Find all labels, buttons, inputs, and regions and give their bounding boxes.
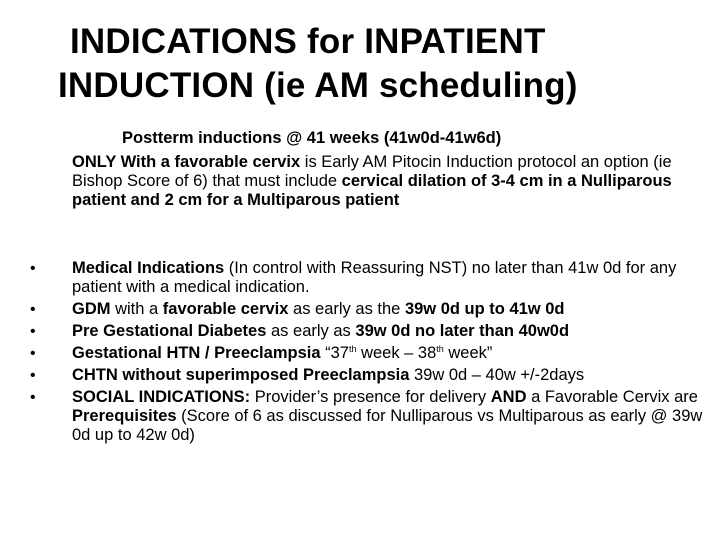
list-item-gestational-htn	[0, 344, 728, 363]
title-line-1: INDICATIONS for INPATIENT	[70, 22, 546, 61]
item-text: “37	[320, 344, 349, 362]
title-line-2: INDUCTION (ie AM scheduling)	[58, 66, 578, 105]
superscript: th	[436, 344, 444, 354]
item-text: a Favorable Cervix are	[526, 388, 698, 406]
list-item-pregestational-diabetes	[0, 322, 728, 341]
list-item-medical-indications	[0, 259, 728, 297]
item-bold: Pre Gestational Diabetes	[72, 322, 267, 340]
bullet-icon: •	[30, 301, 36, 318]
item-bold: GDM	[72, 300, 111, 318]
item-bold: SOCIAL INDICATIONS:	[72, 388, 251, 406]
bullet-icon: •	[30, 260, 36, 277]
indications-list	[0, 259, 728, 448]
item-bold: 39w 0d up to 41w 0d	[404, 300, 565, 318]
postterm-subheading: Postterm inductions @ 41 weeks (41w0d-41w6d)	[122, 129, 502, 147]
item-text: week”	[443, 344, 493, 362]
item-bold: AND	[490, 388, 527, 406]
list-item-gdm	[0, 300, 728, 319]
bullet-icon: •	[30, 389, 36, 406]
item-text: Provider’s presence for delivery	[250, 388, 491, 406]
intro-text-1: is Early AM Pitocin Induction protocol an option (ie Bishop Score of 6) that must include	[72, 153, 672, 190]
item-bold: Medical Indications	[72, 259, 225, 277]
bullet-icon: •	[30, 367, 36, 384]
slide-title	[58, 20, 710, 108]
item-text: week – 38	[356, 344, 437, 362]
item-text: (In control with Reassuring NST) no later than 41w 0d for any patient with a medical indication.	[72, 259, 677, 296]
item-text: 39w 0d – 40w +/-2days	[409, 366, 585, 384]
bullet-icon: •	[30, 345, 36, 362]
item-bold: Gestational HTN / Preeclampsia	[72, 344, 321, 362]
item-bold: favorable cervix	[162, 300, 289, 318]
item-bold: Prerequisites	[72, 407, 177, 425]
item-bold: CHTN without superimposed Preeclampsia	[72, 366, 410, 384]
bullet-icon: •	[30, 323, 36, 340]
list-item-chtn	[0, 366, 728, 385]
item-text: as early as the	[288, 300, 405, 318]
intro-bold-2: cervical dilation of 3-4 cm in a Nulliparous patient and 2 cm for a Multiparous patient	[72, 172, 672, 209]
item-bold: 39w 0d no later than 40w0d	[355, 322, 570, 340]
item-text: (Score of 6 as discussed for Nulliparous vs Multiparous as early @ 39w 0d up to 42w 0d)	[72, 407, 703, 444]
item-text: as early as	[266, 322, 356, 340]
superscript: th	[348, 344, 357, 354]
list-item-social-indications	[0, 388, 728, 445]
item-text: with a	[110, 300, 163, 318]
favorable-cervix-paragraph	[72, 153, 692, 210]
intro-bold-1: ONLY With a favorable cervix	[72, 153, 301, 171]
